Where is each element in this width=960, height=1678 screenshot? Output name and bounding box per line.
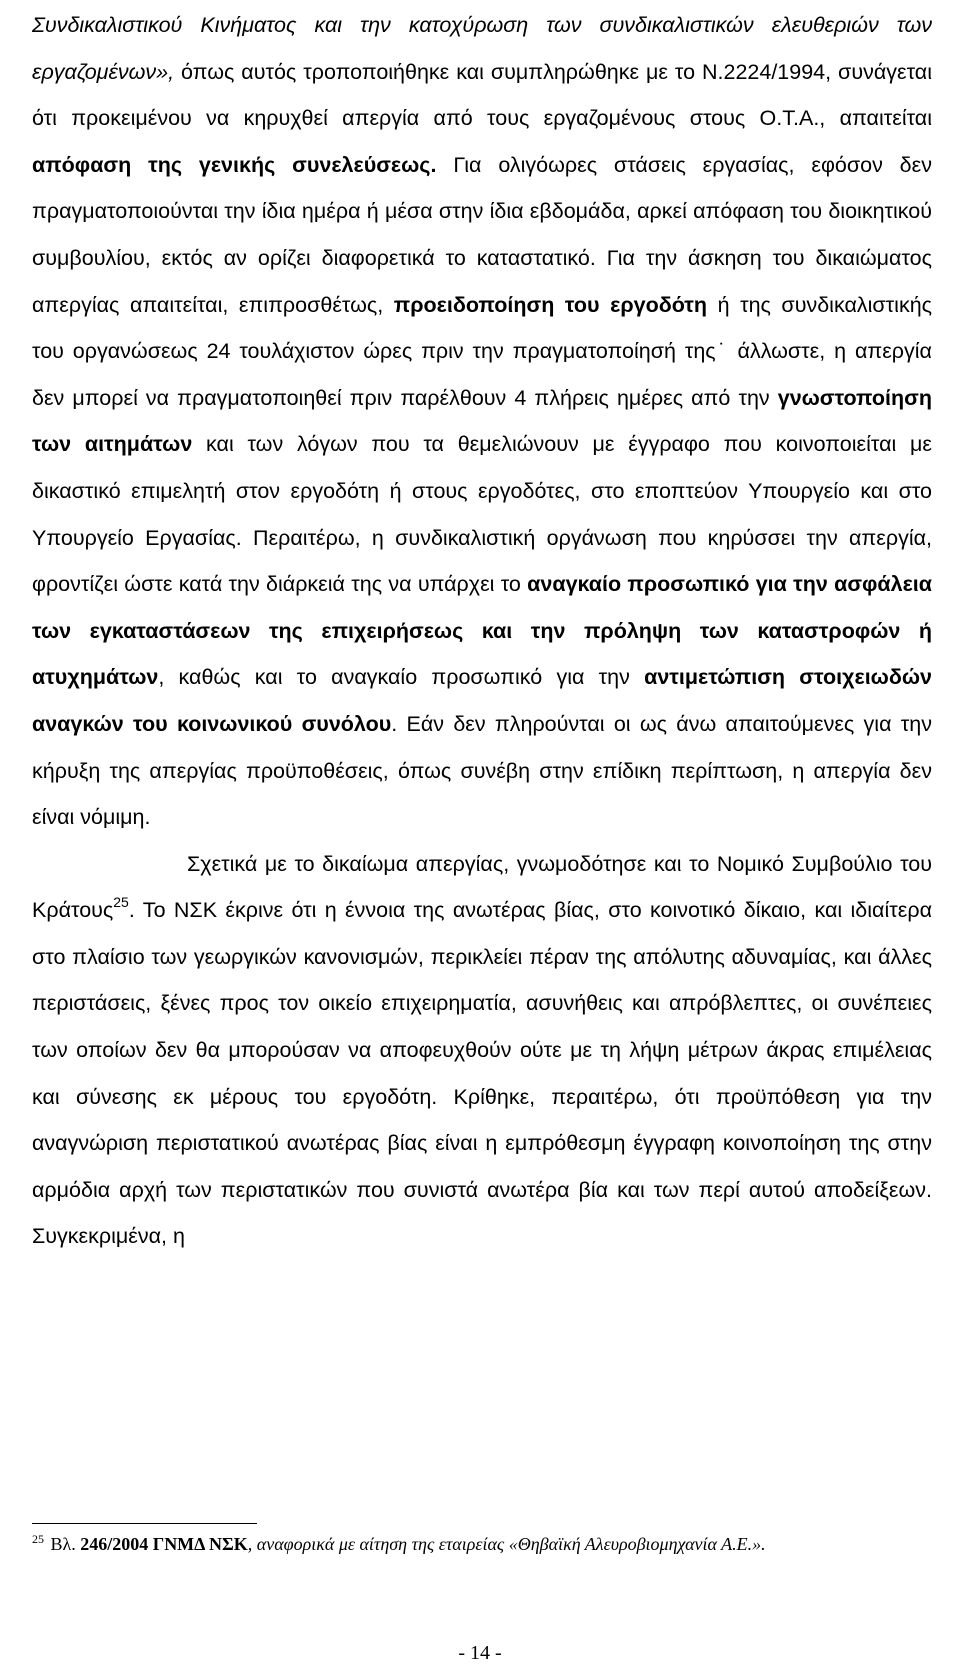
footnote-number: 25 <box>32 1532 44 1546</box>
body-text <box>32 2 932 1260</box>
text-run: . Το ΝΣΚ έκρινε ότι η έννοια της ανωτέρας βίας, στο κοινοτικό δίκαιο, και ιδιαίτερα στο πλαίσιο των γεωργικών κανονισμών, περικλείει πέραν της απόλυτης αδυναμίας, και άλλες περιστάσεις, ξένες προς τον οικείο επιχειρηματία, ασυνήθεις και απρόβλεπτες, οι συνέπειες των οποίων δεν θα μπορούσαν να αποφευχθούν ούτε με τη λήψη μέτρων άκρας επιμέλειας και σύνεσης εκ μέρους του εργοδότη. Κρίθηκε, περαιτέρω, ότι προϋπόθεση για την αναγνώριση περιστατικού ανωτέρας βίας είναι η εμπρόθεσμη έγγραφη κοινοποίηση της στην αρμόδια αρχή των περιστατικών που συνιστά ανωτέρα βία και των περί αυτού αποδείξεων. Συγκεκριμένα, η <box>32 898 932 1249</box>
footnote-separator <box>32 1523 257 1524</box>
text-run: Σχετικά με το δικαίωμα απεργίας, γνωμοδότησε και το Νομικό Συμβούλιο του Κράτους <box>32 851 932 923</box>
text-run: , καθώς και το αναγκαίο προσωπικό για την <box>158 665 645 690</box>
footnote <box>32 1530 932 1558</box>
law-title-text: Συνδικαλιστικού Κινήματος και την κατοχύρωση των συνδικαλιστικών ελευθεριών των εργαζομένων», <box>32 13 932 84</box>
text-run: ή της συνδικαλιστικής του οργανώσεως 24 τουλάχιστον ώρες πριν την πραγματοποίησή της˙ άλλωστε, η απεργία δεν μπορεί να πραγματοποιηθεί πριν παρέλθουν 4 πλήρεις ημέρες από την <box>32 292 933 410</box>
text-run: . Εάν δεν πληρούνται οι ως άνω απαιτούμενες για την κήρυξη της απεργίας προϋποθέσεις, όπως συνέβη στην επίδικη περίπτωση, η απεργία δεν είναι νόμιμη. <box>32 711 932 830</box>
text-run: Βλ. <box>46 1534 81 1554</box>
text-run: και των λόγων που τα θεμελιώνουν με έγγραφο που κοινοποιείται με δικαστικό επιμελητή στον εργοδότη ή στους εργοδότες, στο εποπτεύον Υπουργείο και στο Υπουργείο Εργασίας. Περαιτέρω, η συνδικαλιστική οργάνωση που κηρύσσει την απεργία, φροντίζει ώστε κατά την διάρκειά της να υπάρχει το <box>32 432 932 597</box>
text-run: όπως αυτός τροποποιήθηκε και συμπληρώθηκε με το Ν.2224/1994, συνάγεται ότι προκειμένου να κηρυχθεί απεργία από τους εργαζομένους στους Ο.Τ.Α., απαιτείται <box>32 59 932 131</box>
bold-text: αντιμετώπιση στοιχειωδών αναγκών του κοινωνικού συνόλου <box>32 665 932 736</box>
bold-text: αναγκαίο προσωπικό για την ασφάλεια των εγκαταστάσεων της επιχειρήσεως και την πρόληψη των καταστροφών ή ατυχημάτων <box>32 572 933 690</box>
paragraph-1 <box>32 2 932 841</box>
bold-text: προειδοποίηση του εργοδότη <box>393 292 708 317</box>
page-number: - 14 - <box>458 1642 502 1664</box>
text-run: Για ολιγόωρες στάσεις εργασίας, εφόσον δεν πραγματοποιούνται την ίδια ημέρα ή μέσα στην ίδια εβδομάδα, αρκεί απόφαση του διοικητικού συμβουλίου, εκτός αν ορίζει διαφορετικά το καταστατικό. Για την άσκηση του δικαιώματος απεργίας απαιτείται, επιπροσθέτως, <box>32 152 932 317</box>
bold-text: 246/2004 ΓΝΜΔ ΝΣΚ <box>80 1534 248 1554</box>
footnote-reference[interactable]: 25 <box>113 894 129 911</box>
bold-text: γνωστοποίηση των αιτημάτων <box>32 385 932 457</box>
text-run: , αναφορικά με αίτηση της εταιρείας «Θηβαϊκή Αλευροβιομηχανία Α.Ε.». <box>247 1534 766 1554</box>
bold-text: απόφαση της γενικής συνελεύσεως. <box>32 152 437 177</box>
paragraph-2 <box>32 841 932 1260</box>
